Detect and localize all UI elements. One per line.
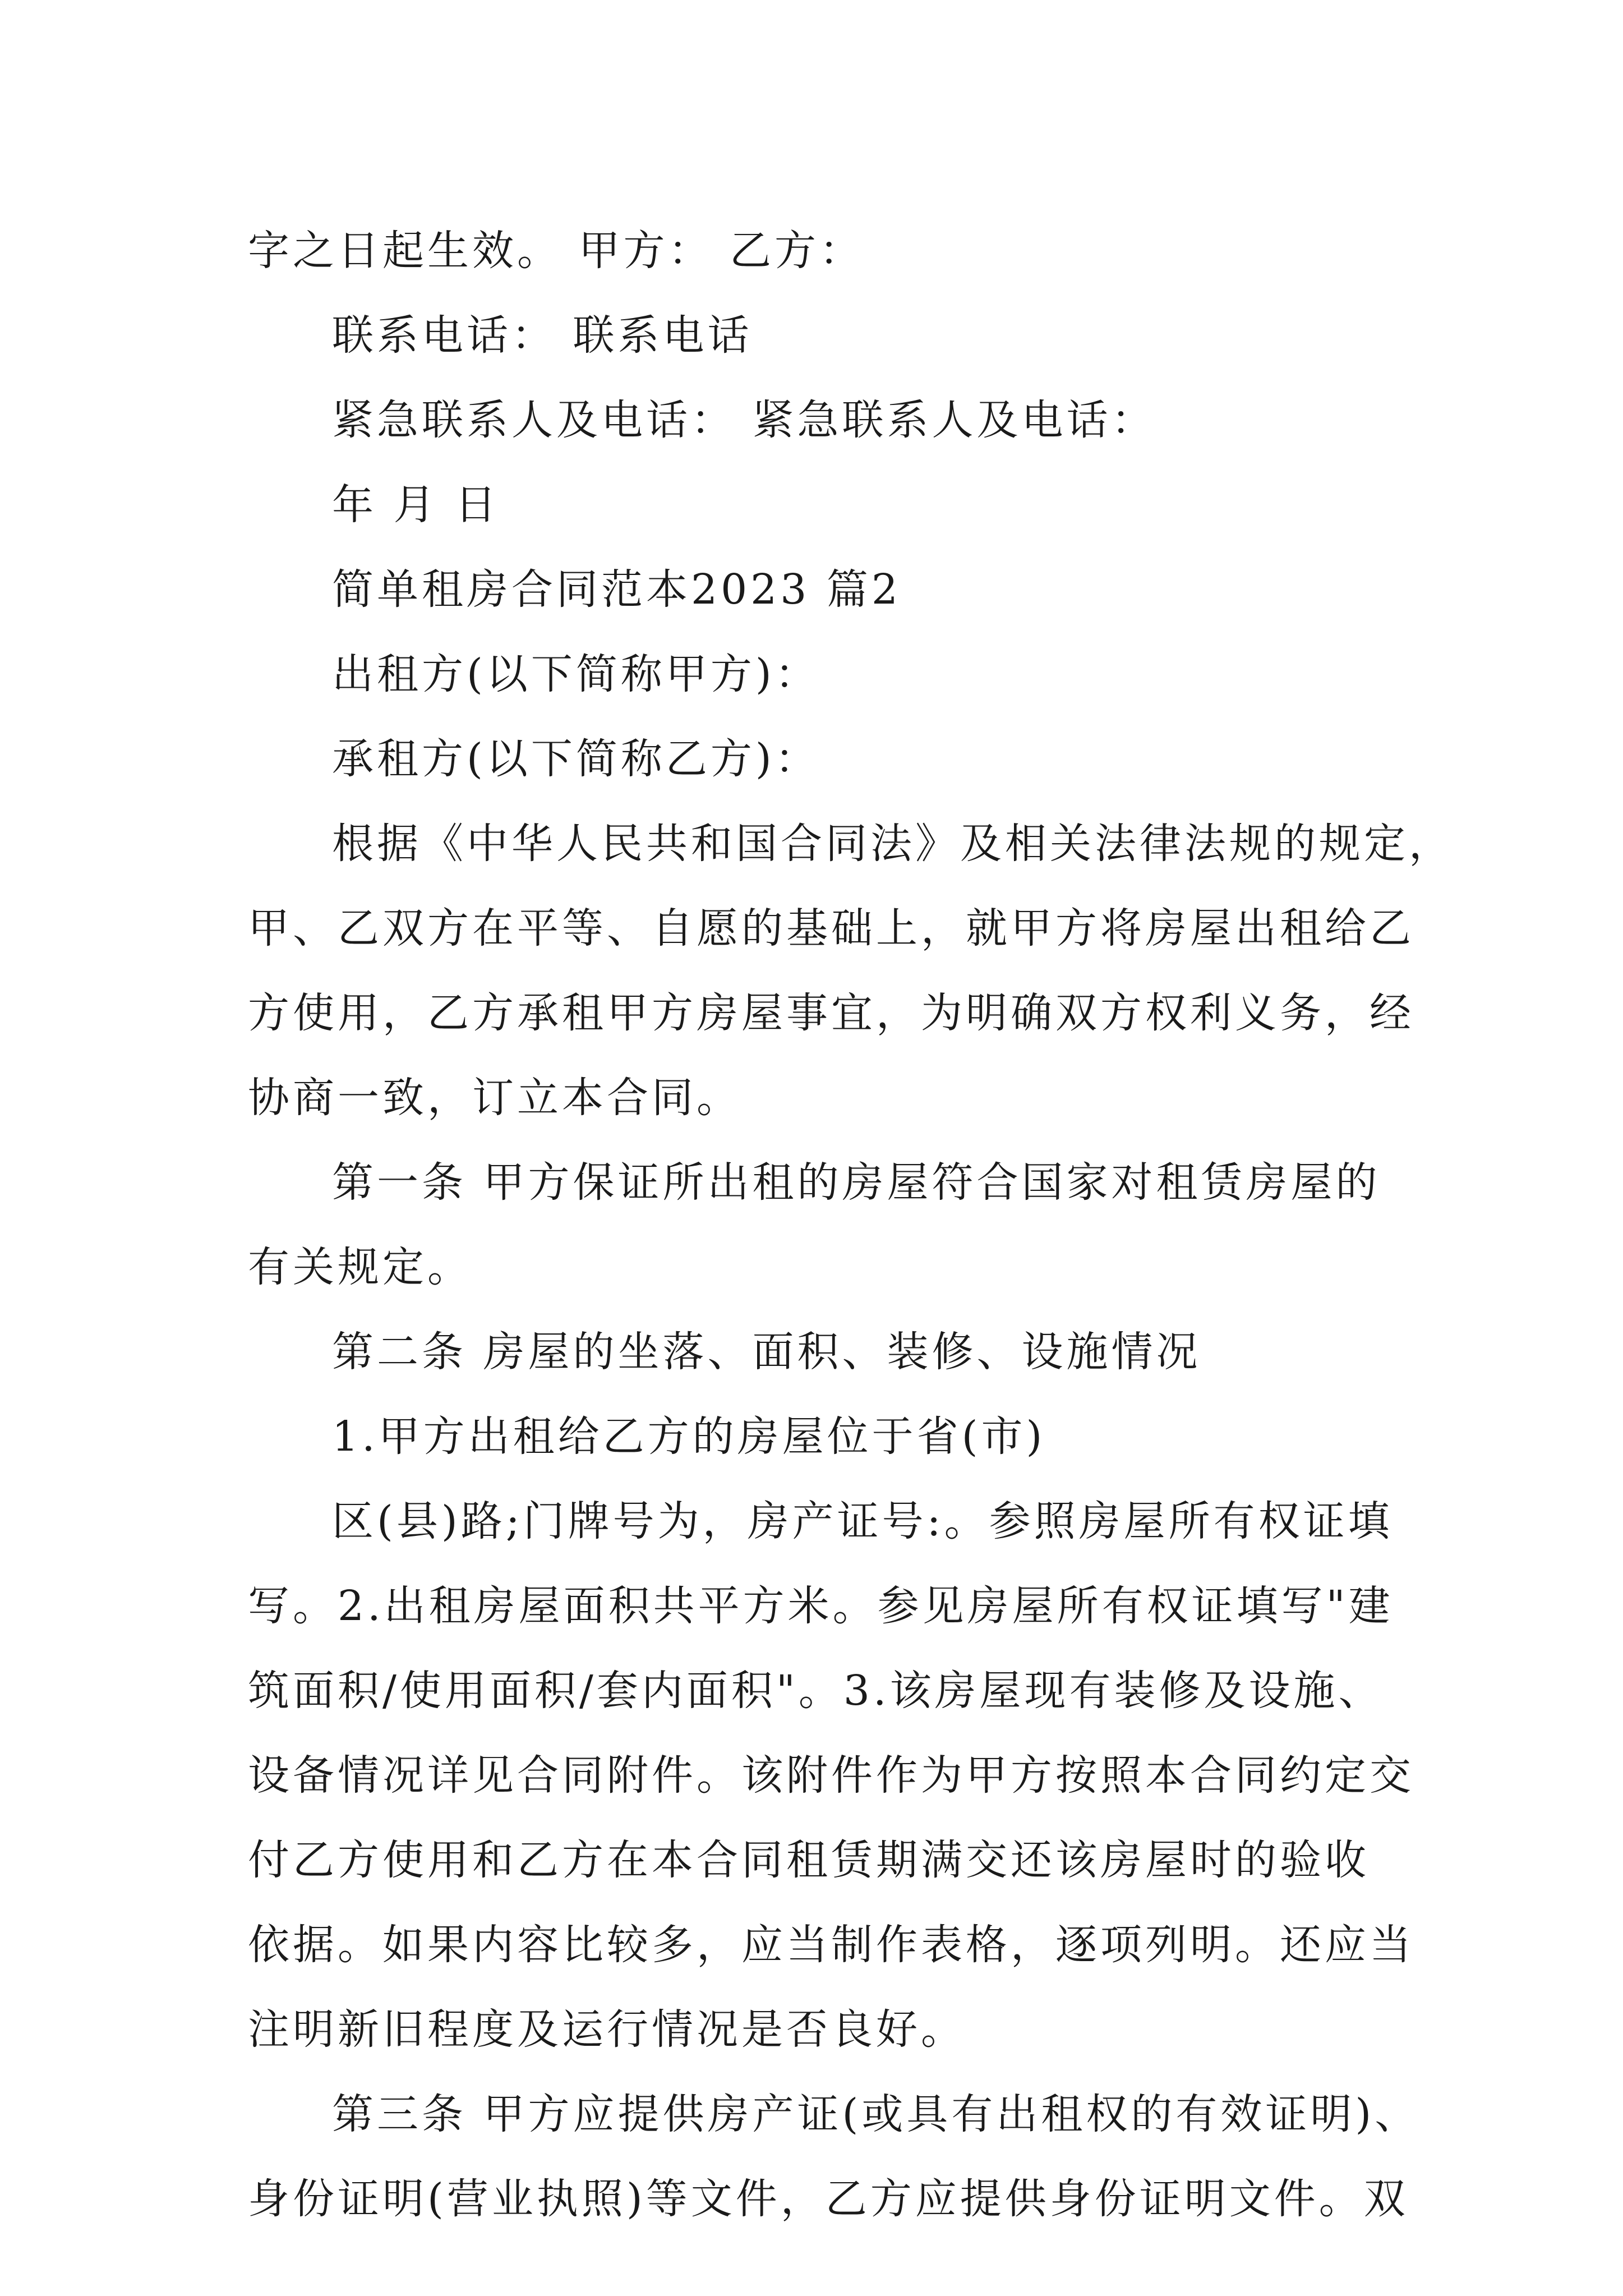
text-line: 紧急联系人及电话： 紧急联系人及电话： <box>332 396 1156 444</box>
text-line: 1.甲方出租给乙方的房屋位于省(市) <box>332 1412 1046 1461</box>
text-line: 年 月 日 <box>332 481 500 529</box>
text-line: 筑面积/使用面积/套内面积"。3.该房屋现有装修及设施、 <box>248 1667 1384 1715</box>
section-title: 简单租房合同范本2023 篇2 <box>332 565 901 614</box>
text-line: 第三条 甲方应提供房产证(或具有出租权的有效证明)、 <box>332 2090 1420 2138</box>
text-line: 联系电话： 联系电话 <box>332 311 753 360</box>
text-line: 写。2.出租房屋面积共平方米。参见房屋所有权证填写"建 <box>248 1582 1394 1630</box>
text-line: 承租方(以下简称乙方)： <box>332 735 820 783</box>
text-line: 区(县)路;门牌号为，房产证号:。参照房屋所有权证填 <box>332 1497 1393 1545</box>
text-line: 第二条 房屋的坐落、面积、装修、设施情况 <box>332 1328 1201 1376</box>
text-line: 第一条 甲方保证所出租的房屋符合国家对租赁房屋的 <box>332 1158 1381 1207</box>
text-line: 付乙方使用和乙方在本合同租赁期满交还该房屋时的验收 <box>248 1836 1370 1884</box>
text-line: 甲、乙双方在平等、自愿的基础上，就甲方将房屋出租给乙 <box>248 904 1414 953</box>
document-body <box>248 209 1454 2242</box>
text-line: 依据。如果内容比较多，应当制作表格，逐项列明。还应当 <box>248 1921 1414 1969</box>
text-line: 注明新旧程度及运行情况是否良好。 <box>248 2005 966 2054</box>
text-line: 有关规定。 <box>248 1243 472 1291</box>
text-line: 字之日起生效。 甲方： 乙方： <box>248 227 865 275</box>
text-line: 出租方(以下简称甲方)： <box>332 650 820 698</box>
text-line: 设备情况详见合同附件。该附件作为甲方按照本合同约定交 <box>248 1751 1414 1800</box>
text-line: 协商一致，订立本合同。 <box>248 1074 741 1122</box>
text-line: 身份证明(营业执照)等文件，乙方应提供身份证明文件。双 <box>248 2175 1409 2223</box>
text-line: 方使用，乙方承租甲方房屋事宜，为明确双方权利义务，经 <box>248 989 1414 1037</box>
text-line: 根据《中华人民共和国合同法》及相关法律法规的规定， <box>332 820 1454 868</box>
